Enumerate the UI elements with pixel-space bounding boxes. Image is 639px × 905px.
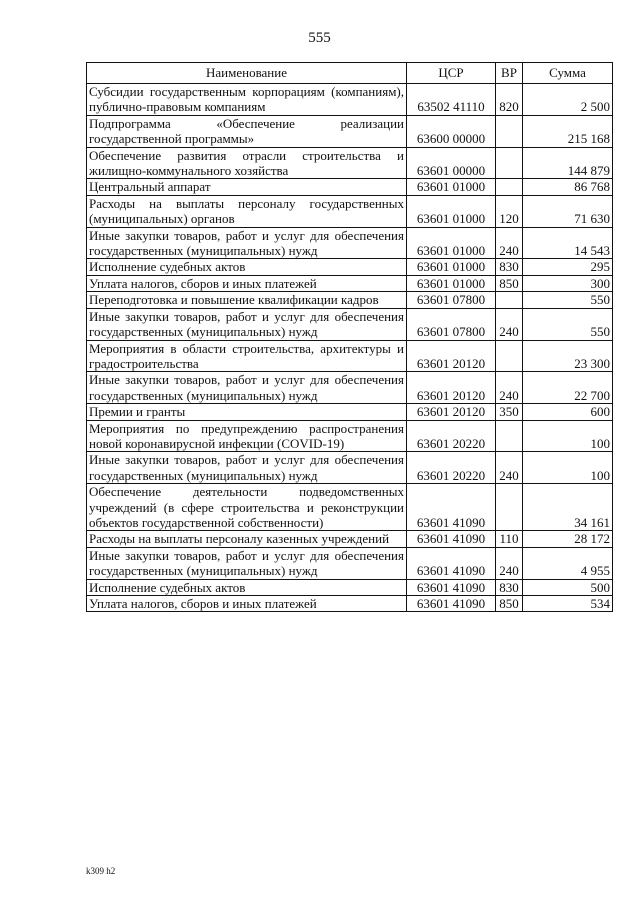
- table-row: [87, 372, 613, 404]
- cell-vr: [496, 292, 523, 308]
- cell-vr: 240: [496, 308, 523, 340]
- cell-sum: 28 172: [523, 531, 613, 547]
- cell-csr: 63601 20120: [407, 372, 496, 404]
- cell-name: Исполнение судебных актов: [87, 579, 407, 595]
- cell-vr: 830: [496, 259, 523, 275]
- cell-name: Подпрограмма «Обеспечение реализации государственной программы»: [87, 115, 407, 147]
- cell-vr: 240: [496, 372, 523, 404]
- header-csr: ЦСР: [407, 63, 496, 84]
- table-row: [87, 259, 613, 275]
- cell-sum: 550: [523, 308, 613, 340]
- cell-csr: 63601 01000: [407, 179, 496, 195]
- cell-name: Мероприятия в области строительства, архитектуры и градостроительства: [87, 340, 407, 372]
- cell-vr: [496, 484, 523, 531]
- table-row: [87, 484, 613, 531]
- cell-csr: 63601 20120: [407, 404, 496, 420]
- cell-name: Переподготовка и повышение квалификации кадров: [87, 292, 407, 308]
- cell-vr: 850: [496, 596, 523, 612]
- cell-sum: 4 955: [523, 547, 613, 579]
- cell-csr: 63601 41090: [407, 579, 496, 595]
- cell-sum: 2 500: [523, 84, 613, 116]
- cell-csr: 63601 41090: [407, 596, 496, 612]
- cell-vr: 350: [496, 404, 523, 420]
- table-row: [87, 452, 613, 484]
- cell-csr: 63601 07800: [407, 292, 496, 308]
- cell-name: Субсидии государственным корпорациям (компаниям), публично-правовым компаниям: [87, 84, 407, 116]
- cell-sum: 550: [523, 292, 613, 308]
- cell-name: Расходы на выплаты персоналу государственных (муниципальных) органов: [87, 195, 407, 227]
- cell-csr: 63601 00000: [407, 147, 496, 179]
- cell-sum: 14 543: [523, 227, 613, 259]
- table-row: [87, 404, 613, 420]
- cell-sum: 34 161: [523, 484, 613, 531]
- cell-csr: 63502 41110: [407, 84, 496, 116]
- cell-csr: 63601 07800: [407, 308, 496, 340]
- header-name: Наименование: [87, 63, 407, 84]
- table-row: [87, 579, 613, 595]
- cell-csr: 63601 41090: [407, 484, 496, 531]
- cell-name: Иные закупки товаров, работ и услуг для обеспечения государственных (муниципальных) нужд: [87, 227, 407, 259]
- table-row: [87, 292, 613, 308]
- cell-sum: 300: [523, 275, 613, 291]
- cell-sum: 100: [523, 420, 613, 452]
- cell-csr: 63601 41090: [407, 547, 496, 579]
- cell-vr: 830: [496, 579, 523, 595]
- cell-vr: 240: [496, 227, 523, 259]
- cell-vr: [496, 179, 523, 195]
- table-row: [87, 227, 613, 259]
- footer-code: k309 h2: [86, 866, 116, 876]
- table-header-row: [87, 63, 613, 84]
- cell-sum: 215 168: [523, 115, 613, 147]
- cell-sum: 100: [523, 452, 613, 484]
- cell-name: Иные закупки товаров, работ и услуг для обеспечения государственных (муниципальных) нужд: [87, 308, 407, 340]
- cell-name: Уплата налогов, сборов и иных платежей: [87, 596, 407, 612]
- cell-vr: [496, 115, 523, 147]
- cell-vr: 820: [496, 84, 523, 116]
- cell-name: Премии и гранты: [87, 404, 407, 420]
- cell-csr: 63601 20220: [407, 420, 496, 452]
- table-row: [87, 531, 613, 547]
- cell-sum: 295: [523, 259, 613, 275]
- cell-vr: 120: [496, 195, 523, 227]
- cell-sum: 86 768: [523, 179, 613, 195]
- table-row: [87, 84, 613, 116]
- header-vr: ВР: [496, 63, 523, 84]
- cell-sum: 22 700: [523, 372, 613, 404]
- cell-csr: 63601 41090: [407, 531, 496, 547]
- cell-csr: 63601 20120: [407, 340, 496, 372]
- cell-name: Мероприятия по предупреждению распространения новой коронавирусной инфекции (COVID-19): [87, 420, 407, 452]
- page-number: 555: [308, 30, 331, 46]
- cell-name: Иные закупки товаров, работ и услуг для обеспечения государственных (муниципальных) нужд: [87, 452, 407, 484]
- cell-sum: 144 879: [523, 147, 613, 179]
- cell-sum: 500: [523, 579, 613, 595]
- cell-name: Расходы на выплаты персоналу казенных учреждений: [87, 531, 407, 547]
- cell-name: Обеспечение развития отрасли строительства и жилищно-коммунального хозяйства: [87, 147, 407, 179]
- table-row: [87, 340, 613, 372]
- table-row: [87, 195, 613, 227]
- cell-vr: 850: [496, 275, 523, 291]
- budget-table: [86, 62, 613, 612]
- cell-csr: 63601 01000: [407, 275, 496, 291]
- header-sum: Сумма: [523, 63, 613, 84]
- cell-name: Исполнение судебных актов: [87, 259, 407, 275]
- cell-vr: 240: [496, 452, 523, 484]
- cell-csr: 63601 01000: [407, 259, 496, 275]
- cell-sum: 71 630: [523, 195, 613, 227]
- cell-sum: 23 300: [523, 340, 613, 372]
- cell-vr: 110: [496, 531, 523, 547]
- table-row: [87, 115, 613, 147]
- cell-name: Уплата налогов, сборов и иных платежей: [87, 275, 407, 291]
- cell-vr: [496, 340, 523, 372]
- cell-vr: [496, 420, 523, 452]
- cell-name: Иные закупки товаров, работ и услуг для обеспечения государственных (муниципальных) нужд: [87, 547, 407, 579]
- cell-sum: 534: [523, 596, 613, 612]
- cell-csr: 63601 01000: [407, 227, 496, 259]
- table-row: [87, 179, 613, 195]
- table-row: [87, 596, 613, 612]
- cell-name: Обеспечение деятельности подведомственных учреждений (в сфере строительства и реконструкции объектов государственной собственности): [87, 484, 407, 531]
- cell-vr: [496, 147, 523, 179]
- cell-vr: 240: [496, 547, 523, 579]
- cell-csr: 63600 00000: [407, 115, 496, 147]
- table-row: [87, 308, 613, 340]
- cell-name: Иные закупки товаров, работ и услуг для обеспечения государственных (муниципальных) нужд: [87, 372, 407, 404]
- table-row: [87, 147, 613, 179]
- cell-name: Центральный аппарат: [87, 179, 407, 195]
- cell-csr: 63601 20220: [407, 452, 496, 484]
- table-row: [87, 275, 613, 291]
- table-row: [87, 420, 613, 452]
- table-row: [87, 547, 613, 579]
- cell-sum: 600: [523, 404, 613, 420]
- cell-csr: 63601 01000: [407, 195, 496, 227]
